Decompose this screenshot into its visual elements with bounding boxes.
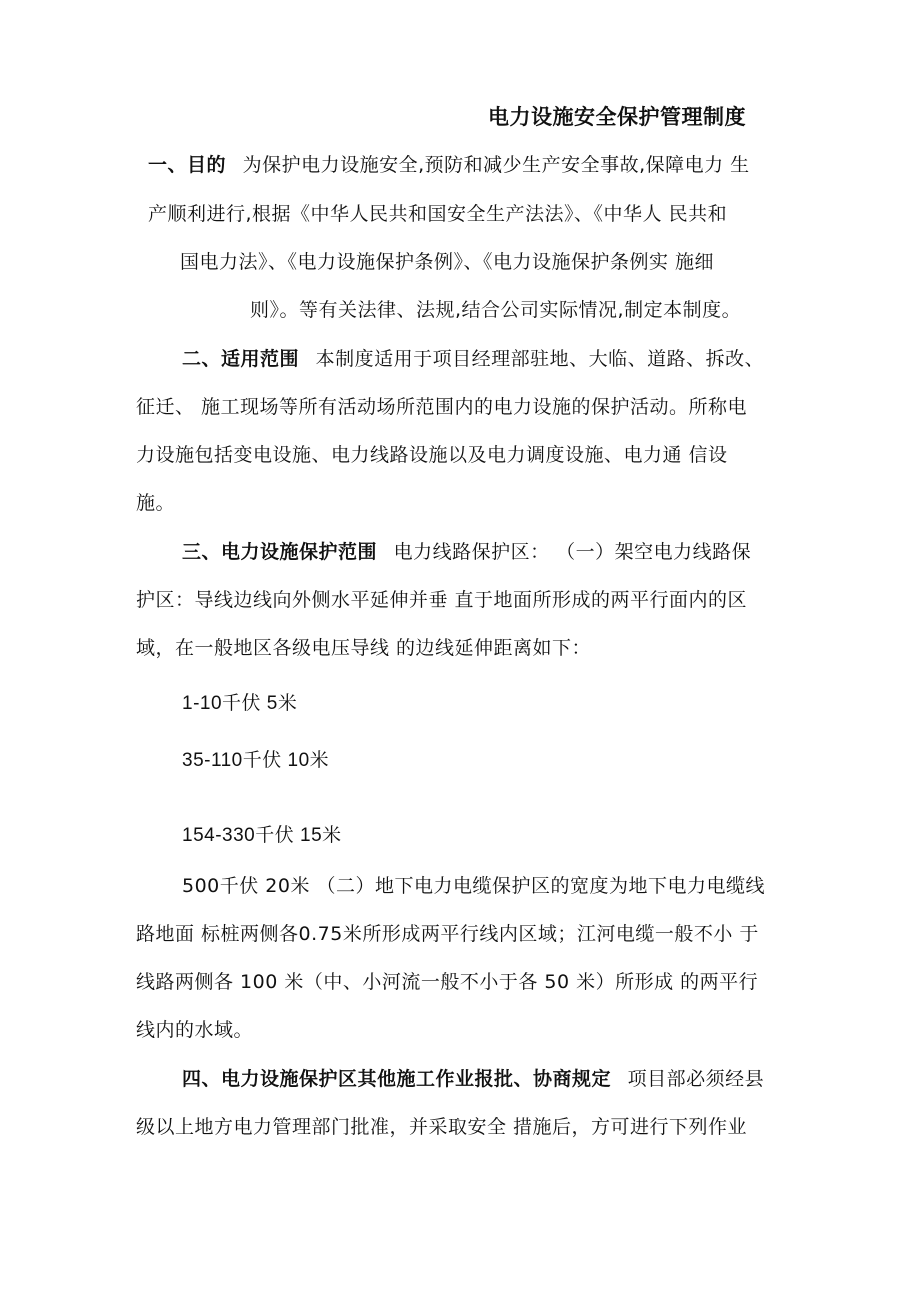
section3-heading: 三、电力设施保护范围	[182, 541, 378, 563]
section2-line-3: 力设施包括变电设施、电力线路设施以及电力调度设施、电力通 信设	[136, 444, 728, 466]
underground-line-4: 线内的水域。	[136, 1019, 254, 1041]
section4-line-1	[182, 1065, 764, 1093]
distance-item: 1-10千伏 5米	[182, 693, 298, 714]
section4-line-2: 级以上地方电力管理部门批准，并采取安全 措施后，方可进行下列作业	[136, 1116, 748, 1138]
distance-item: 154-330千伏 15米	[182, 825, 342, 846]
underground-line-3: 线路两侧各 100 米（中、小河流一般不小于各 50 米）所形成 的两平行	[136, 971, 759, 993]
section1-heading: 一、目的	[148, 154, 227, 176]
underground-line-1: 500千伏 20米 （二）地下电力电缆保护区的宽度为地下电力电缆线	[182, 875, 766, 897]
section2-heading: 二、适用范围	[182, 348, 300, 370]
page-title: 电力设施安全保护管理制度	[488, 105, 746, 129]
section4-text-1: 项目部必须经县	[627, 1068, 765, 1090]
section4-heading: 四、电力设施保护区其他施工作业报批、协商规定	[182, 1068, 612, 1090]
section1-line-1	[148, 151, 750, 179]
section2-line-1	[182, 345, 764, 373]
section3-line-1	[182, 538, 751, 566]
section1-line-2: 产顺利进行,根据《中华人民共和国安全生产法法》、《中华人 民共和	[148, 203, 728, 225]
section1-line-4: 则》。等有关法律、法规,结合公司实际情况,制定本制度。	[250, 299, 742, 321]
distance-item: 35-110千伏 10米	[182, 750, 330, 771]
section1-line-3: 国电力法》、《电力设施保护条例》、《电力设施保护条例实 施细	[180, 251, 715, 273]
section3-line-3: 域，在一般地区各级电压导线 的边线延伸距离如下：	[136, 637, 592, 659]
section3-line-2: 护区：导线边线向外侧水平延伸并垂 直于地面所形成的两平行面内的区	[136, 589, 748, 611]
underground-line-2: 路地面 标桩两侧各0.75米所形成两平行线内区域；江河电缆一般不小 于	[136, 923, 759, 945]
section2-line-4: 施。	[136, 492, 176, 514]
section1-text-1: 为保护电力设施安全,预防和减少生产安全事故,保障电力 生	[242, 154, 750, 176]
section2-line-2: 征迁、 施工现场等所有活动场所范围内的电力设施的保护活动。所称电	[136, 396, 748, 418]
section3-text-1: 电力线路保护区： （一）架空电力线路保	[393, 541, 752, 563]
section2-text-1: 本制度适用于项目经理部驻地、大临、道路、拆改、	[315, 348, 765, 370]
